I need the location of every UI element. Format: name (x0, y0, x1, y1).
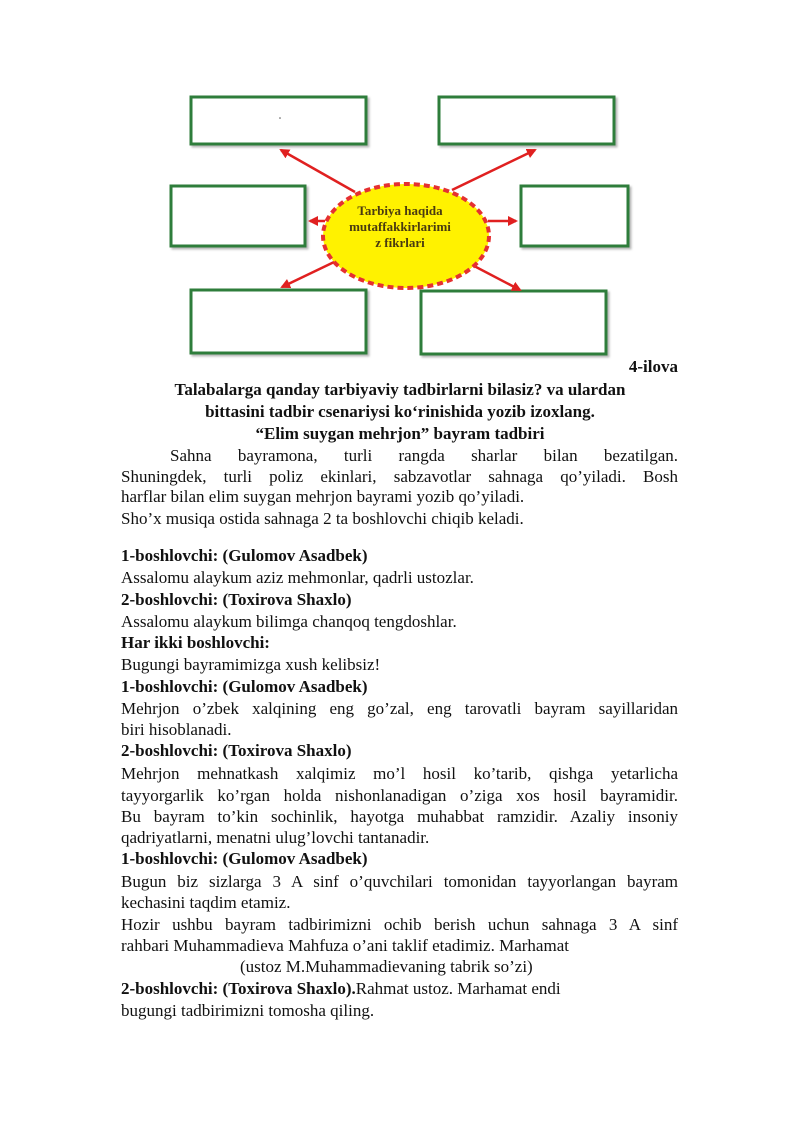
speaker-1: 1-boshlovchi: (Gulomov Asadbek) (121, 849, 368, 868)
line-5b: tayyorgarlik ko’rgan holda nishonlanadigan o’ziga xos hosil bayramidir. (121, 786, 678, 805)
center-ellipse-text (330, 203, 470, 251)
line-2: Assalomu alaykum bilimga chanqoq tengdoshlar. (121, 612, 457, 631)
intro-line-4: Sho’x musiqa ostida sahnaga 2 ta boshlovchi chiqib keladi. (121, 509, 524, 528)
title-line-2: bittasini tadbir csenariysi ko‘rinishida yozib izoxlang. (205, 402, 595, 421)
speaker-2: 2-boshlovchi: (Toxirova Shaxlo) (121, 590, 352, 609)
diagram-box-mid-right (521, 186, 628, 246)
diagram-box-top-right (439, 97, 614, 144)
speaker-both: Har ikki boshlovchi: (121, 633, 270, 652)
intro-line-2: Shuningdek, turli poliz ekinlari, sabzavotlar sahnaga qo’yiladi. Bosh (121, 467, 678, 486)
diagram-box-bottom-right (421, 291, 606, 354)
title-line-1: Talabalarga qanday tarbiyaviy tadbirlarni bilasiz? va ulardan (174, 380, 626, 399)
line-1: Assalomu alaykum aziz mehmonlar, qadrli ustozlar. (121, 568, 474, 587)
event-title: “Elim suygan mehrjon” bayram tadbiri (255, 424, 545, 443)
line-6c: Hozir ushbu bayram tadbirimizni ochib berish uchun sahnaga 3 A sinf (121, 915, 678, 934)
line-5d: qadriyatlarni, menatni ulug’lovchi tantanadir. (121, 828, 430, 847)
arrow-top-right (452, 150, 535, 190)
line-3: Bugungi bayramimizga xush kelibsiz! (121, 655, 381, 674)
line-4a: Mehrjon o’zbek xalqining eng go’zal, eng tarovatli bayram sayillaridan (121, 699, 678, 718)
line-5a: Mehrjon mehnatkash xalqimiz mo’l hosil ko’tarib, qishga yetarlicha (121, 764, 678, 783)
diagram-box-top-left (191, 97, 366, 144)
diagram (0, 0, 800, 360)
diagram-box-mid-left (171, 186, 305, 246)
diagram-box-bottom-left (191, 290, 366, 353)
line-4b: biri hisoblanadi. (121, 720, 232, 739)
line-6b: kechasini taqdim etamiz. (121, 893, 291, 912)
center-text-line-2: mutaffakkirlarimi (349, 219, 451, 234)
speaker-1: 1-boshlovchi: (Gulomov Asadbek) (121, 546, 368, 565)
line-7a-row (121, 979, 561, 999)
line-6a: Bugun biz sizlarga 3 A sinf o’quvchilari tomonidan tayyorlangan bayram (121, 872, 678, 891)
speaker-1: 1-boshlovchi: (Gulomov Asadbek) (121, 677, 368, 696)
appendix-label: 4-ilova (628, 357, 678, 376)
stage-direction: (ustoz M.Muhammadievaning tabrik so’zi) (240, 957, 533, 976)
intro-line-1: Sahna bayramona, turli rangda sharlar bilan bezatilgan. (170, 446, 678, 465)
speaker-2: 2-boshlovchi: (Toxirova Shaxlo) (121, 741, 352, 760)
speaker-2: 2-boshlovchi: (Toxirova Shaxlo). (121, 979, 356, 998)
line-5c: Bu bayram to’kin sochinlik, hayotga muhabbat ramzidir. Azaliy insoniy (121, 807, 678, 826)
center-text-line-3: z fikrlari (375, 235, 425, 250)
line-7a: Rahmat ustoz. Marhamat endi (355, 979, 561, 998)
line-7b: bugungi tadbirimizni tomosha qiling. (121, 1001, 375, 1020)
center-text-line-1: Tarbiya haqida (357, 203, 443, 218)
intro-line-3: harflar bilan elim suygan mehrjon bayrami yozib qo’yiladi. (121, 487, 525, 506)
line-6d: rahbari Muhammadieva Mahfuza o’ani taklif etadimiz. Marhamat (121, 936, 569, 955)
